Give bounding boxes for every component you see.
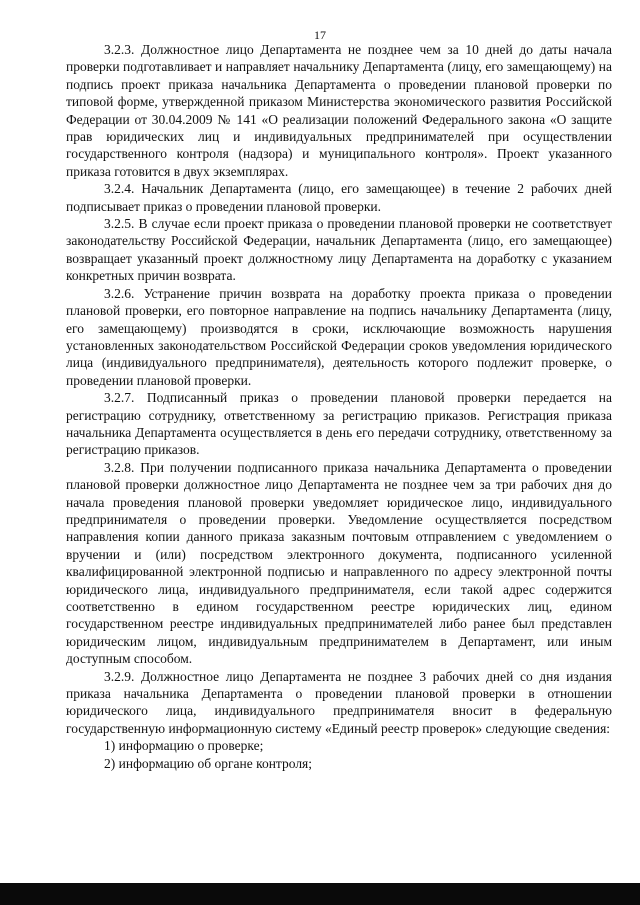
paragraph-3-2-7: 3.2.7. Подписанный приказ о проведении плановой проверки передается на регистрацию сотруднику, ответственному за регистрацию приказов. Регистрация приказа начальника Департамента осуществляется в день его передачи сотруднику, ответственному за регистрацию приказов. [66, 390, 612, 458]
scan-edge-bar [0, 883, 640, 905]
page-number: 17 [314, 28, 326, 42]
document-body [66, 41, 612, 772]
paragraph-3-2-5: 3.2.5. В случае если проект приказа о проведении плановой проверки не соответствует законодательству Российской Федерации, начальник Департамента (лицо, его замещающее) возвращает указанный проект должностному лицу Департамента на доработку с указанием конкретных причин возврата. [66, 216, 612, 284]
paragraph-3-2-4: 3.2.4. Начальник Департамента (лицо, его замещающее) в течение 2 рабочих дней подписывает приказ о проведении плановой проверки. [66, 181, 612, 214]
paragraph-3-2-3: 3.2.3. Должностное лицо Департамента не позднее чем за 10 дней до даты начала проверки подготавливает и направляет начальнику Департамента (лицу, его замещающему) на подпись проект приказа начальника Департамента о проведении плановой проверки по типовой форме, утвержденной приказом Министерства экономического развития Российской Федерации от 30.04.2009 № 141 «О реализации положений Федерального закона «О защите прав юридических лиц и индивидуальных предпринимателей при осуществлении государственного контроля (надзора) и муниципального контроля». Проект указанного приказа готовится в двух экземплярах. [66, 42, 612, 179]
list-item: 1) информацию о проверке; [104, 738, 264, 754]
paragraph-3-2-9: 3.2.9. Должностное лицо Департамента не позднее 3 рабочих дней со дня издания приказа начальника Департамента о проведении плановой проверки в отношении юридического лица, индивидуального предпринимателя вносит в федеральную государственную информационную систему «Единый реестр проверок» следующие сведения: [66, 668, 612, 736]
paragraph-3-2-6: 3.2.6. Устранение причин возврата на доработку проекта приказа о проведении плановой проверки, его повторное направление на подпись начальнику Департамента (лицу, его замещающему) производятся в сроки, исключающие возможность нарушения установленных законодательством Российской Федерации сроков уведомления юридического лица (индивидуального предпринимателя), деятельность которого подлежит проверке, о проведении плановой проверки. [66, 285, 612, 388]
paragraph-3-2-8: 3.2.8. При получении подписанного приказа начальника Департамента о проведении плановой проверки должностное лицо Департамента не позднее чем за три рабочих дня до начала проведения плановой проверки уведомляет юридическое лицо, индивидуального предпринимателя о проведении проверки. Уведомление осуществляется посредством направления копии данного приказа заказным почтовым отправлением с уведомлением о вручении и (или) посредством электронного документа, подписанного усиленной квалифицированной электронной подписью и направленного по адресу электронной почты юридического лица, индивидуального предпринимателя, если такой адрес содержится соответственно в едином государственном реестре юридических лиц, едином государственном реестре индивидуальных предпринимателей либо ранее был представлен юридическим лицом, индивидуальным предпринимателем в Департамент, или иным доступным способом. [66, 459, 612, 667]
list-item: 2) информацию об органе контроля; [104, 755, 313, 771]
